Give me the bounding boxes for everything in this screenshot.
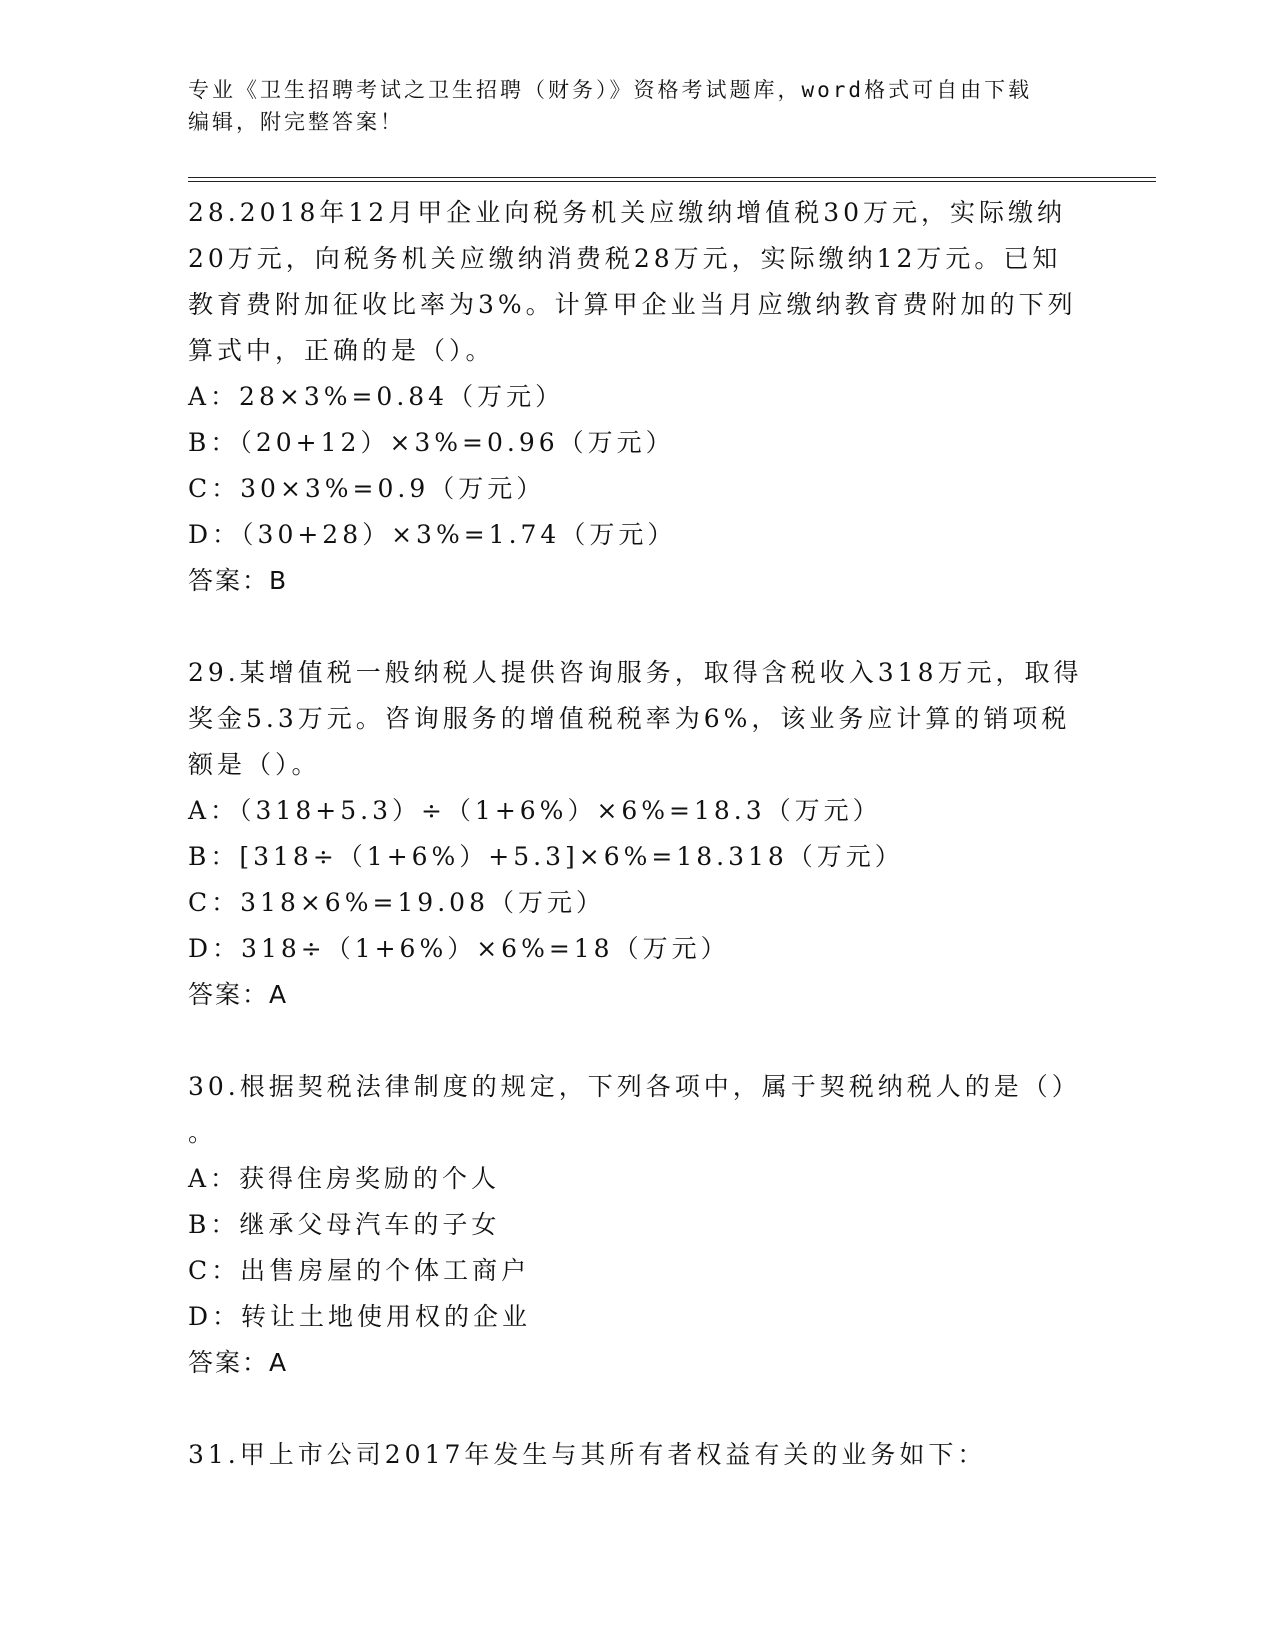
question-list <box>188 190 1088 1478</box>
option-d: D：318÷（1+6%）×6%=18（万元） <box>188 934 730 963</box>
option-c: C：出售房屋的个体工商户 <box>188 1256 531 1285</box>
document-header <box>188 74 1068 138</box>
header-divider-thin <box>188 181 1156 182</box>
answer-label: 答案：A <box>188 980 289 1009</box>
header-line: 专业《卫生招聘考试之卫生招聘（财务）》资格考试题库，word格式可自由下载 <box>188 78 1033 102</box>
header-line: 编辑，附完整答案！ <box>188 110 404 134</box>
stem-line: 30.根据契税法律制度的规定，下列各项中，属于契税纳税人的是（） <box>188 1072 1081 1101</box>
question-30 <box>188 1064 1088 1386</box>
option-b: B：继承父母汽车的子女 <box>188 1210 501 1239</box>
option-d: D：（30+28）×3%=1.74（万元） <box>188 520 677 549</box>
stem-line: 额是（）。 <box>188 750 321 779</box>
option-a: A：28×3%=0.84（万元） <box>188 382 565 411</box>
answer-label: 答案：A <box>188 1348 289 1377</box>
stem-line: 29.某增值税一般纳税人提供咨询服务，取得含税收入318万元，取得 <box>188 658 1083 687</box>
stem-line: 算式中，正确的是（）。 <box>188 336 495 365</box>
question-31 <box>188 1432 1088 1478</box>
question-29 <box>188 650 1088 1018</box>
option-d: D：转让土地使用权的企业 <box>188 1302 532 1331</box>
question-stem <box>188 190 1088 374</box>
stem-line: 31.甲上市公司2017年发生与其所有者权益有关的业务如下： <box>188 1440 987 1469</box>
option-c: C：318×6%=19.08（万元） <box>188 888 605 917</box>
stem-line: 奖金5.3万元。咨询服务的增值税税率为6%，该业务应计算的销项税 <box>188 704 1071 733</box>
option-a: A：（318+5.3）÷（1+6%）×6%=18.3（万元） <box>188 796 882 825</box>
option-a: A：获得住房奖励的个人 <box>188 1164 501 1193</box>
question-28 <box>188 190 1088 604</box>
header-divider <box>188 177 1156 178</box>
question-stem <box>188 650 1088 788</box>
question-stem <box>188 1064 1088 1156</box>
stem-line: 20万元，向税务机关应缴纳消费税28万元，实际缴纳12万元。已知 <box>188 244 1062 273</box>
question-stem <box>188 1432 1088 1478</box>
option-b: B：（20+12）×3%=0.96（万元） <box>188 428 675 457</box>
stem-line: 教育费附加征收比率为3%。计算甲企业当月应缴纳教育费附加的下列 <box>188 290 1077 319</box>
stem-line: 28.2018年12月甲企业向税务机关应缴纳增值税30万元，实际缴纳 <box>188 198 1067 227</box>
answer-label: 答案：B <box>188 566 289 595</box>
stem-line: 。 <box>188 1118 218 1147</box>
option-c: C：30×3%=0.9（万元） <box>188 474 546 503</box>
option-b: B：[318÷（1+6%）+5.3]×6%=18.318（万元） <box>188 842 904 871</box>
